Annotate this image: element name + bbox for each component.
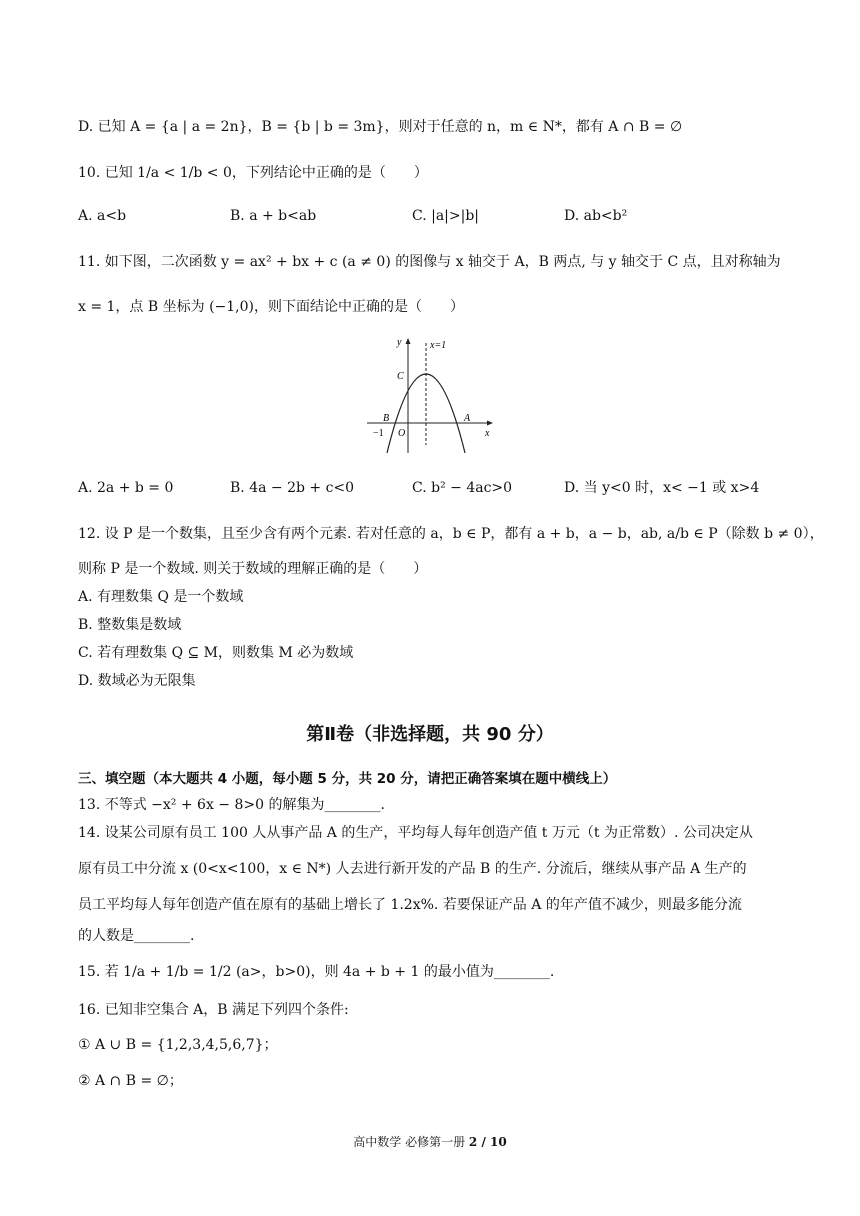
q12-option-c: C. 若有理数集 Q ⊆ M，则数集 M 必为数域 (78, 645, 354, 661)
section-heading: 三、填空题（本大题共 4 小题，每小题 5 分，共 20 分，请把正确答案填在题中横线上） (78, 771, 617, 787)
q12-stem-line2: 则称 P 是一个数域. 则关于数域的理解正确的是（ ） (78, 561, 428, 577)
q16-condition-2: ② A ∩ B = ∅； (78, 1073, 183, 1089)
q12-option-b: B. 整数集是数域 (78, 617, 182, 633)
q10-option-a: A. a<b (78, 208, 127, 224)
q12-option-a: A. 有理数集 Q 是一个数域 (78, 589, 244, 605)
q11-stem-line1: 11. 如下图，二次函数 y = ax² + bx + c (a ≠ 0) 的图像与 x 轴交于 A，B 两点, 与 y 轴交于 C 点，且对称轴为 (78, 254, 781, 270)
q16-stem: 16. 已知非空集合 A，B 满足下列四个条件: (78, 1002, 349, 1018)
q10-option-c: C. |a|>|b| (412, 208, 480, 224)
label-y: y (397, 337, 402, 348)
q12-option-d: D. 数域必为无限集 (78, 673, 196, 689)
q13-text: 13. 不等式 −x² + 6x − 8>0 的解集为________. (78, 797, 385, 813)
q10-option-b: B. a + b<ab (230, 208, 317, 224)
q15-text: 15. 若 1/a + 1/b = 1/2 (a>，b>0)，则 4a + b + 1 的最小值为________. (78, 964, 555, 980)
footer-text: 高中数学 必修第一册 (353, 1135, 469, 1149)
label-origin: O (398, 428, 406, 439)
q14-line3: 员工平均每人每年创造产值在原有的基础上增长了 1.2x%. 若要保证产品 A 的年产值不减少，则最多能分流 (78, 897, 742, 913)
label-b: B (383, 413, 390, 424)
parabola-graph (367, 335, 497, 455)
q11-option-b: B. 4a − 2b + c<0 (230, 480, 355, 496)
page-number: 2 / 10 (468, 1135, 507, 1149)
q11-option-a: A. 2a + b = 0 (78, 480, 174, 496)
page-footer (0, 1133, 860, 1150)
q14-line2: 原有员工中分流 x (0<x<100，x ∈ N*) 人去进行新开发的产品 B 的生产. 分流后，继续从事产品 A 生产的 (78, 861, 747, 877)
q11-stem-line2: x = 1，点 B 坐标为 (−1,0)，则下面结论中正确的是（ ） (78, 299, 464, 315)
label-symmetry: x=1 (430, 340, 447, 351)
x-axis-arrow (487, 421, 493, 426)
section-title: 第Ⅱ卷（非选择题，共 90 分） (306, 724, 554, 745)
q12-stem-line1: 12. 设 P 是一个数集，且至少含有两个元素. 若对任意的 a，b ∈ P，都有 a + b，a − b，ab, a/b ∈ P（除数 b ≠ 0）， (78, 526, 824, 542)
y-axis-arrow (406, 338, 411, 344)
q11-option-c: C. b² − 4ac>0 (412, 480, 513, 496)
q11-option-d: D. 当 y<0 时，x< −1 或 x>4 (564, 480, 760, 496)
q14-line1: 14. 设某公司原有员工 100 人从事产品 A 的生产，平均每人每年创造产值 t 万元（t 为正常数）. 公司决定从 (78, 825, 753, 841)
q10-option-d: D. ab<b² (564, 208, 628, 224)
label-c: C (397, 371, 404, 382)
label-x: x (485, 428, 490, 439)
q16-condition-1: ① A ∪ B = {1,2,3,4,5,6,7}； (78, 1037, 278, 1053)
label-a: A (464, 413, 471, 424)
label-tick: −1 (373, 428, 384, 439)
q14-line4: 的人数是________. (78, 928, 195, 944)
q10-stem: 10. 已知 1/a < 1/b < 0，下列结论中正确的是（ ） (78, 165, 428, 181)
q9-option-d: D. 已知 A = {a | a = 2n}，B = {b | b = 3m}，则对于任意的 n，m ∈ N*，都有 A ∩ B = ∅ (78, 119, 683, 135)
